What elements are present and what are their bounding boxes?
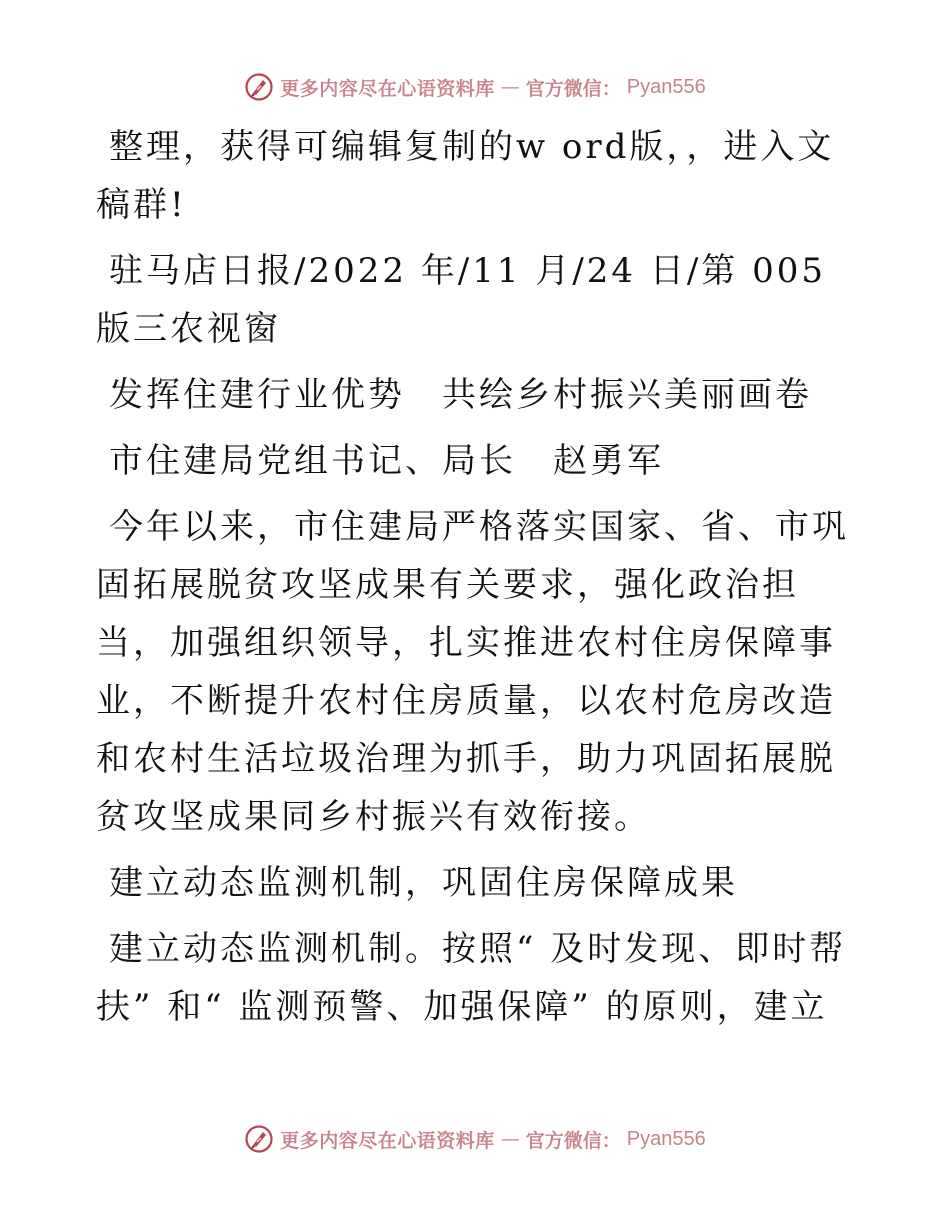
watermark-dash: — [500,76,520,98]
body-paragraph: 建立动态监测机制。按照“ 及时发现、即时帮扶” 和“ 监测预警、加强保障” 的原则，建立 [96,929,847,1027]
author-line: 市住建局党组书记、局长 赵勇军 [109,441,664,481]
watermark-wechat-id: Pyan556 [626,1127,706,1150]
document-body [96,118,856,1044]
section-heading: 建立动态监测机制，巩固住房保障成果 [109,863,738,903]
body-paragraph: 今年以来，市住建局严格落实国家、省、市巩固拓展脱贫攻坚成果有关要求，强化政治担当，加强组织领导，扎实推进农村住房保障事业，不断提升农村住房质量，以农村危房改造和农村生活垃圾治理为抓手，助力巩固拓展脱贫攻坚成果同乡村振兴有效衔接。 [96,507,849,837]
intro-note: 整理，获得可编辑复制的w ord版，，进入文稿群! [96,127,835,225]
watermark-wechat-label: 官方微信： [525,77,621,100]
watermark-wechat-label: 官方微信： [525,1129,621,1152]
watermark-dash: — [500,1128,520,1150]
pen-nib-circle-icon [244,1124,274,1154]
footer-watermark [0,1124,950,1154]
header-watermark [0,72,950,102]
pen-nib-circle-icon [244,72,274,102]
watermark-text: 更多内容尽在心语资料库 [280,77,495,100]
watermark-wechat-id: Pyan556 [626,75,706,98]
source-line: 驻马店日报/2022 年/11 月/24 日/第 005 版三农视窗 [96,251,827,349]
article-title: 发挥住建行业优势 共绘乡村振兴美丽画卷 [109,375,812,415]
watermark-text: 更多内容尽在心语资料库 [280,1129,495,1152]
